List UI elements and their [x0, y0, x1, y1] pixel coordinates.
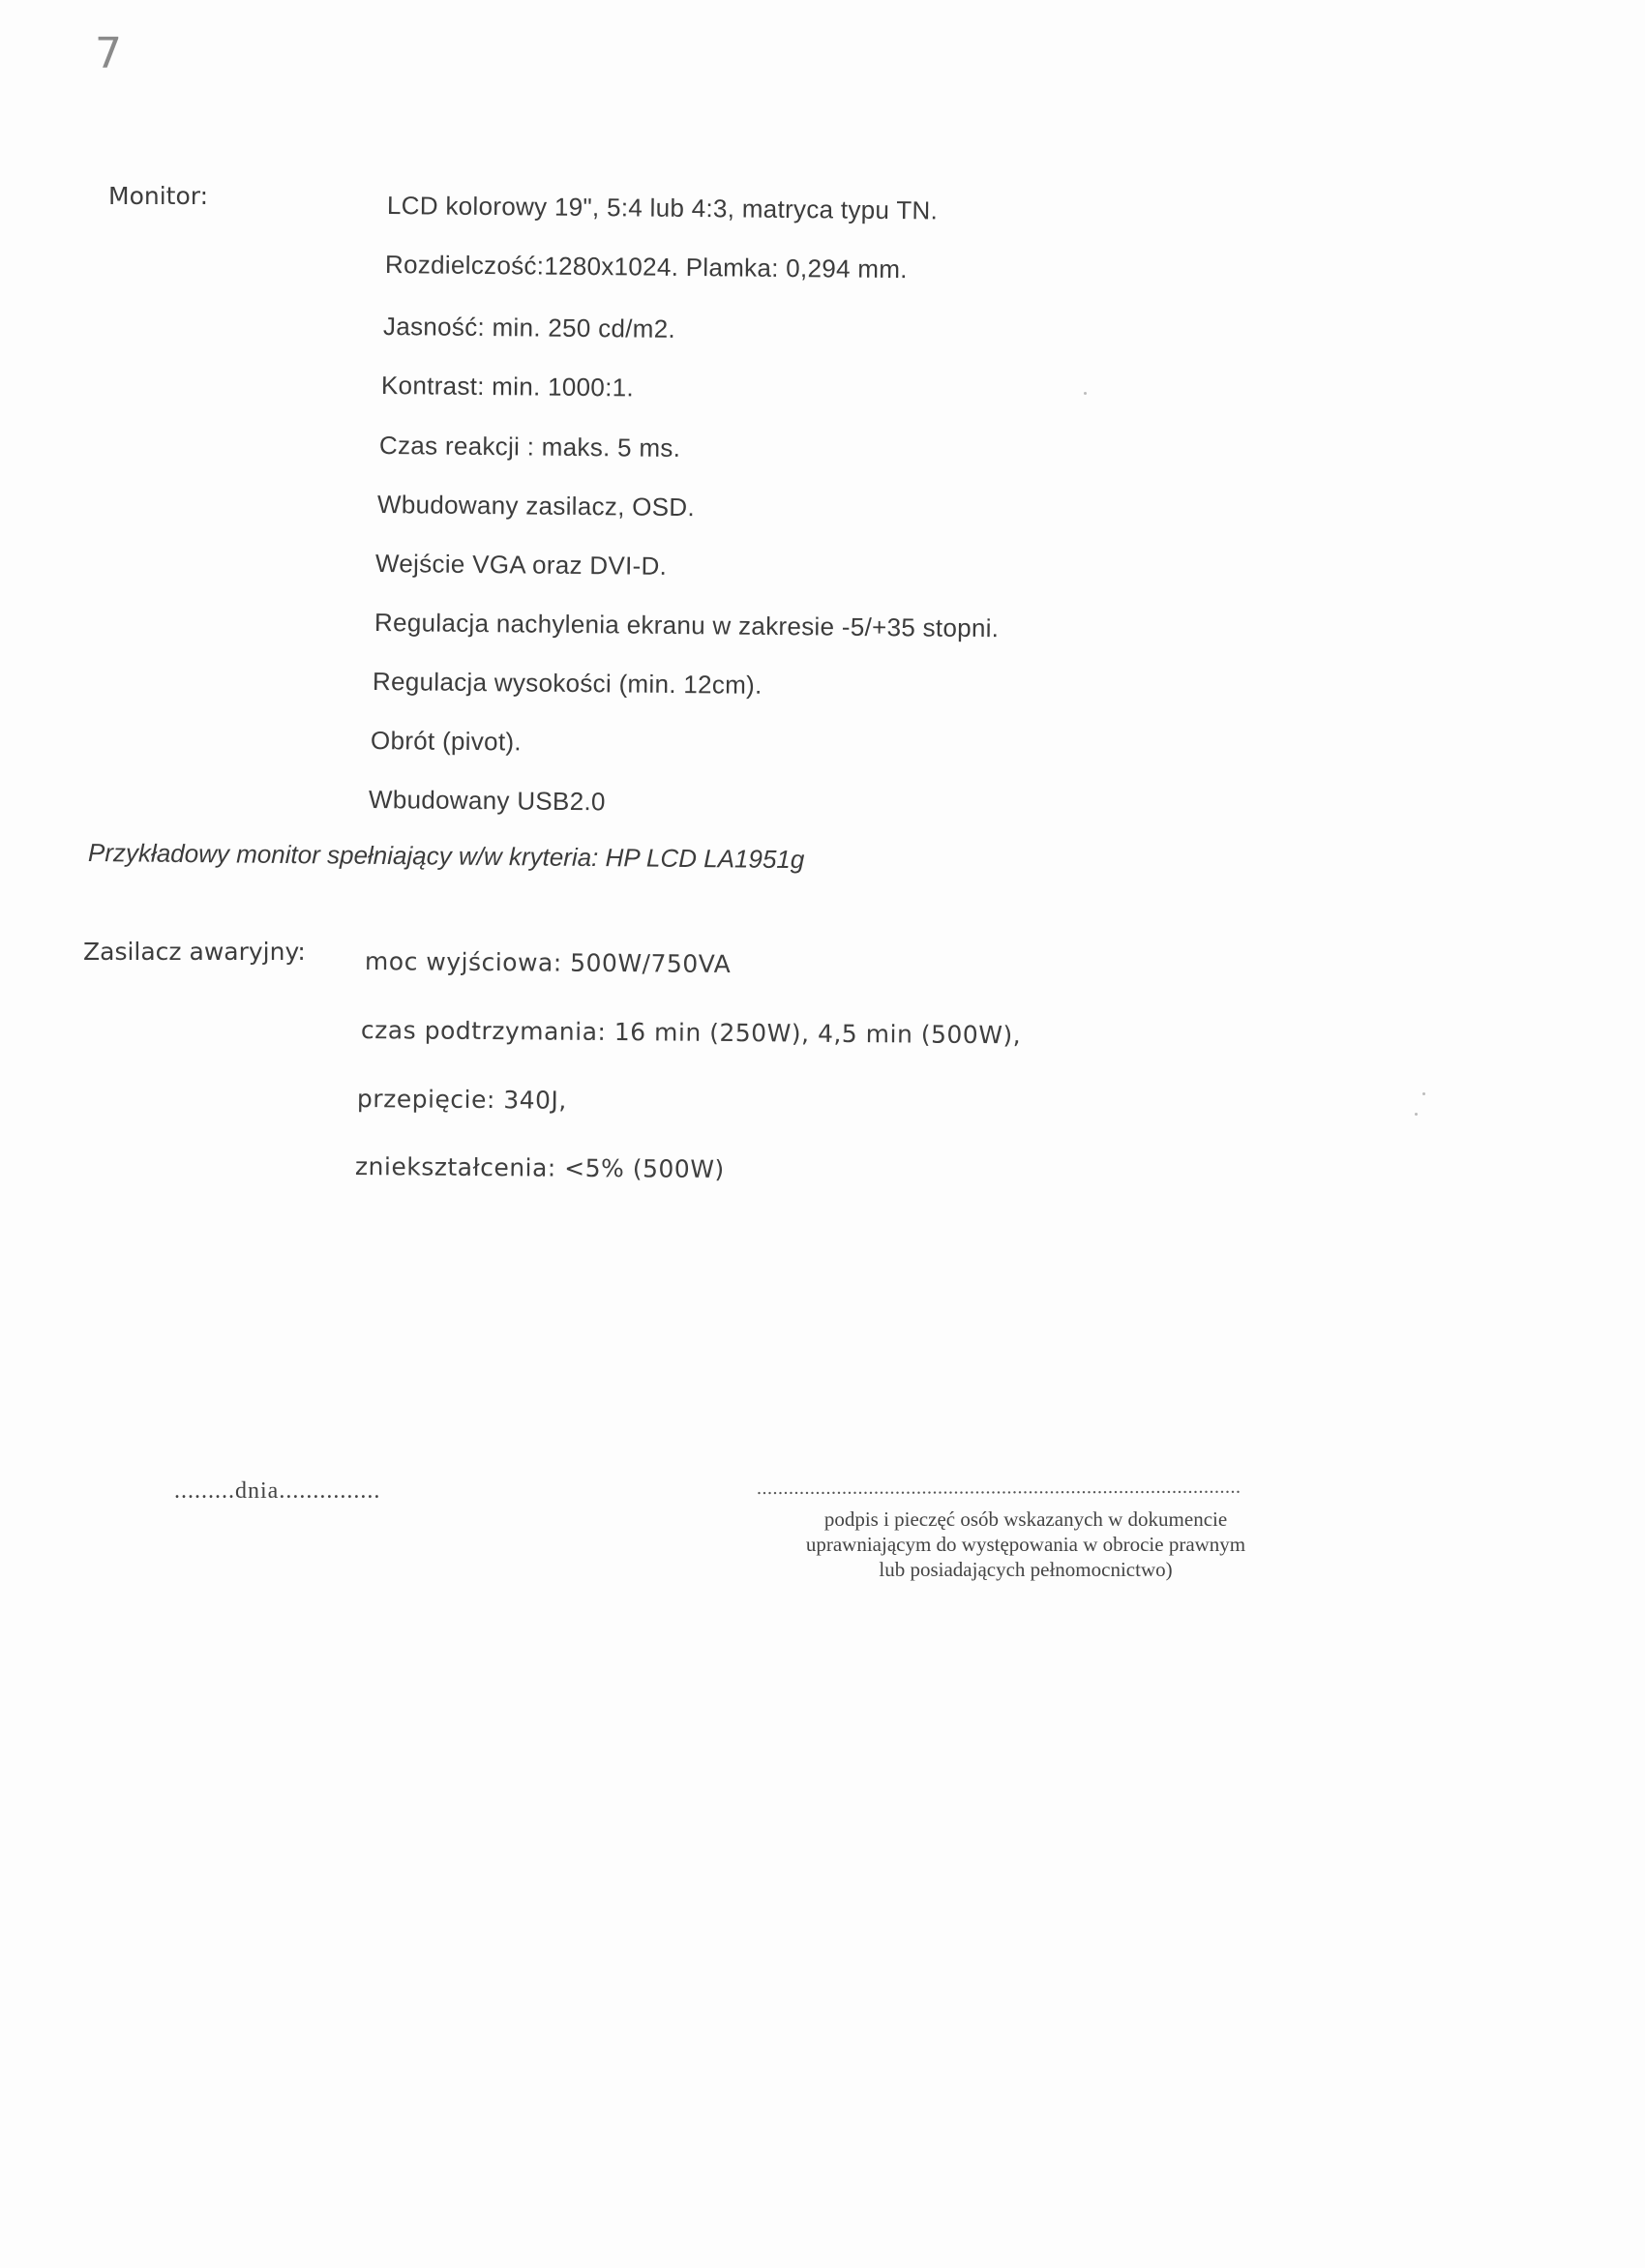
ups-label: Zasilacz awaryjny: — [83, 938, 306, 966]
monitor-spec-line: Wbudowany USB2.0 — [368, 785, 606, 817]
signature-caption-line: podpis i pieczęć osób wskazanych w dokumencie — [823, 1507, 1228, 1531]
ups-spec-line: czas podtrzymania: 16 min (250W), 4,5 min (500W), — [360, 1016, 1022, 1050]
signature-caption — [735, 1507, 1316, 1582]
monitor-label: Monitor: — [108, 182, 209, 210]
example-monitor-note: Przykładowy monitor spełniający w/w kryteria: HP LCD LA1951g — [87, 838, 805, 875]
scan-speck — [1084, 392, 1087, 395]
ups-spec-line: przepięcie: 340J, — [356, 1085, 567, 1115]
monitor-spec-line: LCD kolorowy 19", 5:4 lub 4:3, matryca typu TN. — [386, 191, 939, 225]
signature-line: ........................................................................................... — [756, 1476, 1241, 1499]
monitor-spec-line: Regulacja nachylenia ekranu w zakresie -5/+35 stopni. — [374, 608, 1000, 643]
signature-caption-line: uprawniającym do występowania w obrocie prawnym — [805, 1533, 1246, 1556]
monitor-spec-line: Regulacja wysokości (min. 12cm). — [372, 667, 763, 700]
scan-speck — [1415, 1113, 1418, 1116]
monitor-spec-line: Wejście VGA oraz DVI-D. — [374, 549, 668, 581]
monitor-spec-line: Kontrast: min. 1000:1. — [380, 371, 635, 403]
ups-spec-line: zniekształcenia: <5% (500W) — [354, 1152, 725, 1183]
monitor-spec-line: Obrót (pivot). — [370, 726, 523, 757]
signature-caption-line: lub posiadających pełnomocnictwo) — [879, 1558, 1173, 1581]
date-line: .........dnia............... — [174, 1478, 381, 1504]
monitor-spec-line: Czas reakcji : maks. 5 ms. — [378, 431, 681, 463]
monitor-spec-line: Jasność: min. 250 cd/m2. — [382, 312, 676, 343]
monitor-spec-line: Rozdielczość:1280x1024. Plamka: 0,294 mm. — [384, 250, 908, 284]
monitor-spec-line: Wbudowany zasilacz, OSD. — [376, 490, 696, 522]
corner-mark: 7 — [95, 29, 122, 78]
ups-spec-line: moc wyjściowa: 500W/750VA — [364, 947, 732, 978]
scan-speck — [1422, 1092, 1425, 1095]
